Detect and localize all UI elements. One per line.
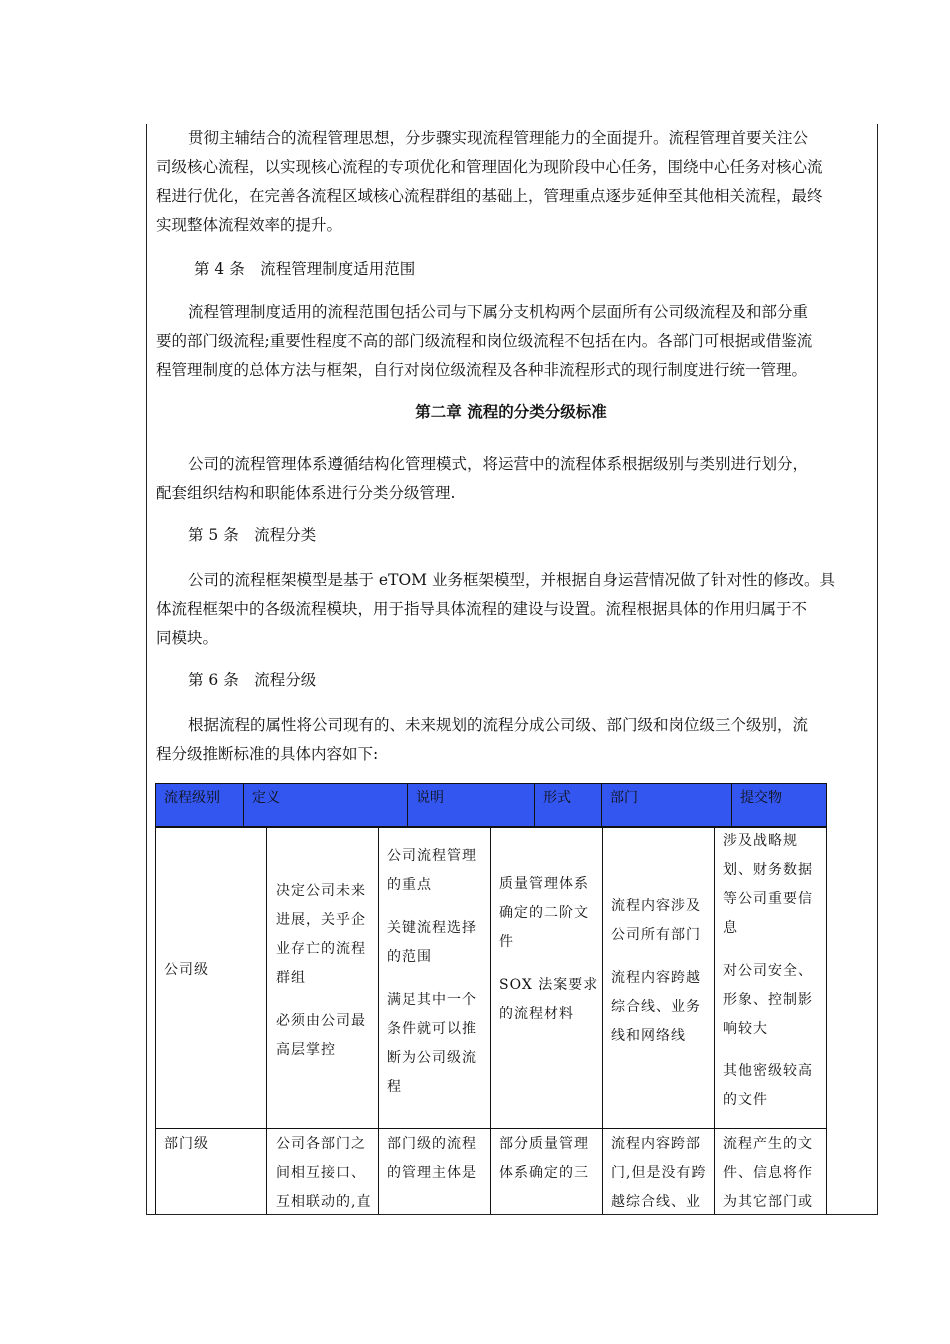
- paragraph-line: 同模块。: [156, 629, 219, 647]
- cell-text: 进展，关乎企: [276, 912, 366, 928]
- header-cell-level: 流程级别: [155, 783, 244, 827]
- cell-text: 其他密级较高: [723, 1063, 813, 1079]
- cell-text: 对公司安全、: [723, 963, 813, 979]
- cell-divider: [378, 1128, 379, 1214]
- cell-text: 响较大: [723, 1021, 768, 1037]
- cell-text: 程: [387, 1079, 402, 1095]
- cell-text: 形象、控制影: [723, 992, 813, 1008]
- paragraph-line: 流程管理制度适用的流程范围包括公司与下属分支机构两个层面所有公司级流程及和部分重: [188, 303, 809, 321]
- cell-text: 部分质量管理: [499, 1136, 589, 1152]
- cell-text: 件: [499, 934, 514, 950]
- cell-text: 为其它部门或: [723, 1194, 813, 1210]
- level-label: 部门级: [164, 1136, 209, 1152]
- cell-text: 涉及战略规: [723, 833, 798, 849]
- cell-text: 划、财务数据: [723, 862, 813, 878]
- cell-text: 部门级的流程: [387, 1136, 477, 1152]
- paragraph-line: 配套组织结构和职能体系进行分类分级管理.: [156, 484, 456, 502]
- cell-text: 公司流程管理: [387, 848, 477, 864]
- cell-text: 质量管理体系: [499, 876, 589, 892]
- paragraph-line: 根据流程的属性将公司现有的、未来规划的流程分成公司级、部门级和岗位级三个级别，流: [188, 716, 809, 734]
- cell-text: 断为公司级流: [387, 1050, 477, 1066]
- cell-text: 条件就可以推: [387, 1021, 477, 1037]
- cell-text: 流程产生的文: [723, 1136, 813, 1152]
- cell-text: 体系确定的三: [499, 1165, 589, 1181]
- cell-text: 的范围: [387, 949, 432, 965]
- cell-text: SOX 法案要求: [499, 977, 599, 993]
- article-6-heading: 第 6 条 流程分级: [188, 671, 317, 689]
- paragraph-line: 公司的流程框架模型是基于 eTOM 业务框架模型，并根据自身运营情况做了针对性的修改。具: [188, 571, 835, 589]
- cell-text: 的流程材料: [499, 1006, 574, 1022]
- cell-text: 互相联动的,直: [276, 1194, 372, 1210]
- cell-text: 线和网络线: [611, 1028, 686, 1044]
- article-4-heading: 第 4 条 流程管理制度适用范围: [194, 260, 416, 278]
- paragraph-line: 程分级推断标准的具体内容如下:: [156, 745, 379, 763]
- paragraph-line: 司级核心流程，以实现核心流程的专项优化和管理固化为现阶段中心任务，围绕中心任务对核心流: [156, 158, 823, 176]
- cell-divider: [155, 1128, 156, 1214]
- cell-text: 越综合线、业: [611, 1194, 701, 1210]
- cell-divider: [714, 1128, 715, 1214]
- cell-text: 的文件: [723, 1092, 768, 1108]
- paragraph-line: 要的部门级流程;重要性程度不高的部门级流程和岗位级流程不包括在内。各部门可根据或借鉴流: [156, 332, 813, 350]
- cell-text: 满足其中一个: [387, 992, 477, 1008]
- article-5-heading: 第 5 条 流程分类: [188, 526, 317, 544]
- cell-text: 息: [723, 920, 738, 936]
- header-cell-deliverable: 提交物: [731, 783, 827, 827]
- paragraph-line: 程进行优化，在完善各流程区域核心流程群组的基础上，管理重点逐步延伸至其他相关流程，最终: [156, 187, 823, 205]
- cell-text: 公司各部门之: [276, 1136, 366, 1152]
- header-cell-dept: 部门: [601, 783, 732, 827]
- cell-text: 公司所有部门: [611, 927, 701, 943]
- cell-text: 业存亡的流程: [276, 941, 366, 957]
- cell-text: 的管理主体是: [387, 1165, 477, 1181]
- paragraph-line: 体流程框架中的各级流程模块，用于指导具体流程的建设与设置。流程根据具体的作用归属于不: [156, 600, 808, 618]
- cell-text: 门,但是没有跨: [611, 1165, 707, 1181]
- cell-divider: [490, 1128, 491, 1214]
- cell-text: 流程内容跨越: [611, 970, 701, 986]
- paragraph-line: 公司的流程管理体系遵循结构化管理模式，将运营中的流程体系根据级别与类别进行划分，: [188, 455, 809, 473]
- cell-text: 确定的二阶文: [499, 905, 589, 921]
- cell-text: 综合线、业务: [611, 999, 701, 1015]
- cell-divider: [602, 1128, 603, 1214]
- cell-text: 等公司重要信: [723, 891, 813, 907]
- cell-text: 的重点: [387, 877, 432, 893]
- cell-text: 流程内容跨部: [611, 1136, 701, 1152]
- header-cell-explain: 说明: [407, 783, 535, 827]
- paragraph-line: 实现整体流程效率的提升。: [156, 216, 343, 234]
- level-label: 公司级: [164, 962, 209, 978]
- paragraph-line: 贯彻主辅结合的流程管理思想，分步骤实现流程管理能力的全面提升。流程管理首要关注公: [188, 129, 809, 147]
- cell-text: 必须由公司最: [276, 1013, 366, 1029]
- chapter-heading: 第二章 流程的分类分级标准: [415, 403, 607, 421]
- header-cell-form: 形式: [534, 783, 602, 827]
- cell-text: 间相互接口、: [276, 1165, 366, 1181]
- cell-divider: [266, 1128, 267, 1214]
- paragraph-line: 程管理制度的总体方法与框架，自行对岗位级流程及各种非流程形式的现行制度进行统一管理。: [156, 361, 808, 379]
- cell-divider: [826, 1128, 827, 1214]
- cell-text: 群组: [276, 970, 306, 986]
- cell-text: 决定公司未来: [276, 883, 366, 899]
- cell-text: 关键流程选择: [387, 920, 477, 936]
- cell-text: 件、信息将作: [723, 1165, 813, 1181]
- cell-text: 高层掌控: [276, 1042, 336, 1058]
- cell-text: 流程内容涉及: [611, 898, 701, 914]
- header-cell-definition: 定义: [243, 783, 408, 827]
